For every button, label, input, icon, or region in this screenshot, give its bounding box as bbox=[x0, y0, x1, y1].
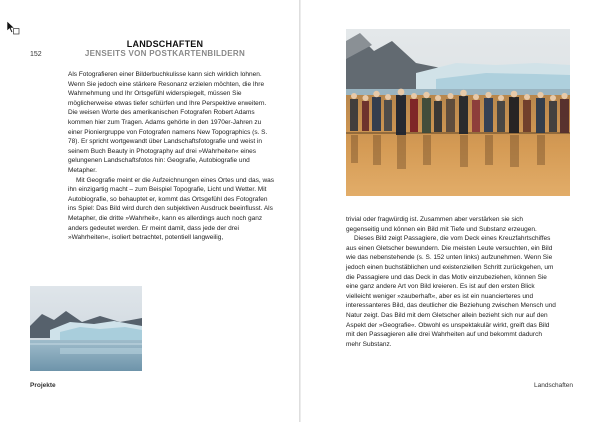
footer-section: Projekte bbox=[30, 382, 56, 389]
page-number: 152 bbox=[30, 51, 42, 58]
page-subtitle: JENSEITS VON POSTKARTENBILDERN bbox=[84, 49, 246, 58]
right-text-column bbox=[346, 215, 556, 349]
paragraph: Als Fotografieren einer Bilderbuchkulisse kann sich wirklich lohnen. Wenn Sie jedoch eine stärkere Resonanz erzielen möchten, die Ihre Wahrnehmung und Ihr Ortsgefühl widerspiegelt, müssen Sie möglicherweise etwas tiefer schürfen und Ihre Perspektive erweitern. Die weisen Worte des amerikanischen Fotografen Robert Adams kommen hier zum Tragen. Adams gehörte in den 1970er-Jahren zu einer Pioniergruppe von Fotografen namens New Topographics (s. S. 78). Er spricht wortgewandt über Landschaftsfotografie und weist in seinem Buch Beauty in Photography auf drei »Wahrheiten« eines gelungenen Landschaftsfotos hin: Geografie, Autobiografie und Metapher. bbox=[68, 71, 268, 174]
paragraph: Dieses Bild zeigt Passagiere, die vom Deck eines Kreuzfahrtschiffes aus einen Gletscher bewundern. Die meisten Leute versuchten, ein Bild wie das nebenstehende (s. S. 152 unten links) aufzunehmen. Wenn Sie jedoch einen buchstäblichen und existenziellen Schritt zurückgehen, um die Passagiere und das Deck in das Motiv einzubeziehen, können Sie eine ganz andere Art von Bild kreieren. Es ist auf den ersten Blick vielleicht weniger »zauberhaft«, aber es ist ein nuancierteres und interessanteres Bild, das deutlicher die Beziehung zwischen Mensch und Natur zeigt. Das Bild mit dem Gletscher allein bezieht sich nur auf den Aspekt der »Geografie«. Obwohl es unspektakulär wirkt, greift das Bild mit den Passagieren alle drei Wahrheiten auf und bekommt dadurch mehr Substanz. bbox=[346, 235, 556, 348]
glacier-photo bbox=[30, 286, 142, 371]
left-text-column bbox=[68, 70, 274, 243]
page-gutter bbox=[299, 0, 301, 422]
paragraph: Mit Geografie meint er die Aufzeichnungen eines Ortes und das, was ihn einzigartig macht – zum Beispiel Topografie, Licht und Wetter. Mit Autobiografie, so behauptet er, kommt das Ortsgefühl des Fotografen ins Spiel: Das Bild wird durch den subjektiven Ausdruck beeinflusst. Als Metapher, die dritte »Wahrheit«, kann es allerdings auch noch ganz anders gedeutet werden. Er meint damit, dass jede der drei »Wahrheiten«, isoliert betrachtet, potentiell langweilig, bbox=[68, 176, 274, 242]
paragraph: trivial oder fragwürdig ist. Zusammen aber verstärken sie sich gegenseitig und können ein Bild mit Tiefe und Substanz erzeugen. bbox=[346, 216, 537, 233]
footer-section: Landschaften bbox=[534, 382, 574, 389]
page-title: LANDSCHAFTEN bbox=[126, 39, 204, 49]
mouse-pointer-icon bbox=[6, 20, 20, 36]
cruise-deck-photo bbox=[346, 29, 570, 196]
